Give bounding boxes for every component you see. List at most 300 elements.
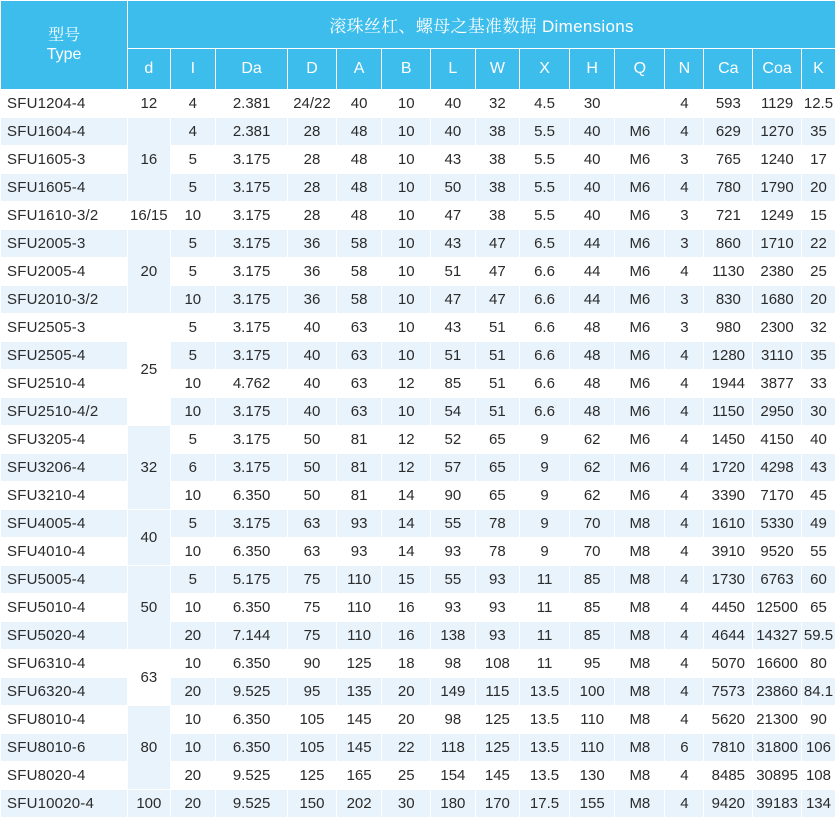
model-cell: SFU2505-4 <box>1 342 128 370</box>
cell-d: 105 <box>288 734 337 762</box>
cell-ca: 4450 <box>704 594 753 622</box>
model-cell: SFU2005-4 <box>1 258 128 286</box>
cell-a: 58 <box>336 230 382 258</box>
table-row <box>1 538 836 566</box>
cell-ca: 1280 <box>704 342 753 370</box>
cell-x: 9 <box>520 510 570 538</box>
column-header-b: B <box>382 49 431 90</box>
cell-k: 12.5 <box>801 90 835 118</box>
cell-n: 4 <box>665 90 704 118</box>
table-row <box>1 650 836 678</box>
cell-n: 4 <box>665 790 704 818</box>
cell-i: 10 <box>170 202 216 230</box>
table-row <box>1 762 836 790</box>
table-row <box>1 678 836 706</box>
cell-l: 43 <box>431 146 476 174</box>
cell-w: 170 <box>475 790 520 818</box>
cell-a: 48 <box>336 146 382 174</box>
cell-coa: 5330 <box>753 510 802 538</box>
cell-w: 65 <box>475 454 520 482</box>
table-row <box>1 202 836 230</box>
cell-d: 36 <box>288 258 337 286</box>
cell-a: 81 <box>336 482 382 510</box>
table-header <box>1 1 836 90</box>
cell-x: 9 <box>520 426 570 454</box>
cell-q: M6 <box>615 286 665 314</box>
cell-i: 10 <box>170 398 216 426</box>
cell-i: 5 <box>170 426 216 454</box>
cell-coa: 12500 <box>753 594 802 622</box>
cell-ca: 765 <box>704 146 753 174</box>
cell-h: 48 <box>569 342 615 370</box>
column-header-coa: Coa <box>753 49 802 90</box>
cell-b: 20 <box>382 678 431 706</box>
cell-k: 134 <box>801 790 835 818</box>
column-header-k: K <box>801 49 835 90</box>
cell-h: 62 <box>569 426 615 454</box>
cell-k: 43 <box>801 454 835 482</box>
model-cell: SFU10020-4 <box>1 790 128 818</box>
cell-i: 5 <box>170 566 216 594</box>
cell-x: 9 <box>520 454 570 482</box>
cell-k: 25 <box>801 258 835 286</box>
cell-i: 10 <box>170 286 216 314</box>
model-cell: SFU4010-4 <box>1 538 128 566</box>
cell-q: M6 <box>615 454 665 482</box>
cell-d: 75 <box>288 622 337 650</box>
model-cell: SFU1610-3/2 <box>1 202 128 230</box>
cell-i: 5 <box>170 510 216 538</box>
column-header-l: L <box>431 49 476 90</box>
model-cell: SFU3206-4 <box>1 454 128 482</box>
cell-b: 10 <box>382 258 431 286</box>
cell-coa: 14327 <box>753 622 802 650</box>
model-cell: SFU2010-3/2 <box>1 286 128 314</box>
cell-b: 14 <box>382 482 431 510</box>
cell-q: M6 <box>615 202 665 230</box>
model-cell: SFU5020-4 <box>1 622 128 650</box>
cell-da: 2.381 <box>216 118 288 146</box>
column-header-x: X <box>520 49 570 90</box>
cell-l: 149 <box>431 678 476 706</box>
cell-k: 59.5 <box>801 622 835 650</box>
model-cell: SFU2510-4/2 <box>1 398 128 426</box>
cell-coa: 1710 <box>753 230 802 258</box>
cell-coa: 31800 <box>753 734 802 762</box>
cell-n: 4 <box>665 594 704 622</box>
cell-x: 9 <box>520 482 570 510</box>
cell-w: 93 <box>475 622 520 650</box>
cell-a: 48 <box>336 118 382 146</box>
cell-n: 4 <box>665 174 704 202</box>
cell-a: 58 <box>336 286 382 314</box>
model-cell: SFU2510-4 <box>1 370 128 398</box>
cell-n: 4 <box>665 482 704 510</box>
cell-coa: 3877 <box>753 370 802 398</box>
cell-coa: 1129 <box>753 90 802 118</box>
cell-k: 49 <box>801 510 835 538</box>
cell-q: M6 <box>615 482 665 510</box>
cell-da: 6.350 <box>216 594 288 622</box>
column-header-d: d <box>128 49 170 90</box>
cell-l: 43 <box>431 230 476 258</box>
cell-a: 110 <box>336 594 382 622</box>
cell-da: 3.175 <box>216 286 288 314</box>
cell-da: 6.350 <box>216 734 288 762</box>
cell-i: 5 <box>170 314 216 342</box>
cell-n: 3 <box>665 146 704 174</box>
column-header-h: H <box>569 49 615 90</box>
cell-ca: 1150 <box>704 398 753 426</box>
cell-q: M8 <box>615 650 665 678</box>
cell-q: M8 <box>615 622 665 650</box>
cell-q: M8 <box>615 678 665 706</box>
cell-h: 44 <box>569 230 615 258</box>
cell-ca: 3390 <box>704 482 753 510</box>
cell-w: 145 <box>475 762 520 790</box>
cell-i: 10 <box>170 706 216 734</box>
cell-b: 20 <box>382 706 431 734</box>
cell-ca: 629 <box>704 118 753 146</box>
type-header-cn: 型号 <box>48 27 81 44</box>
cell-q: M6 <box>615 398 665 426</box>
cell-w: 93 <box>475 594 520 622</box>
cell-coa: 4298 <box>753 454 802 482</box>
cell-q: M6 <box>615 342 665 370</box>
cell-b: 10 <box>382 286 431 314</box>
cell-da: 9.525 <box>216 790 288 818</box>
d-cell: 80 <box>128 706 170 790</box>
cell-b: 22 <box>382 734 431 762</box>
cell-l: 47 <box>431 286 476 314</box>
cell-k: 40 <box>801 426 835 454</box>
cell-x: 6.6 <box>520 286 570 314</box>
cell-l: 98 <box>431 706 476 734</box>
cell-b: 12 <box>382 454 431 482</box>
cell-da: 7.144 <box>216 622 288 650</box>
cell-i: 10 <box>170 482 216 510</box>
cell-l: 57 <box>431 454 476 482</box>
cell-b: 15 <box>382 566 431 594</box>
cell-l: 40 <box>431 90 476 118</box>
table-row <box>1 118 836 146</box>
cell-x: 5.5 <box>520 146 570 174</box>
cell-d: 36 <box>288 286 337 314</box>
model-cell: SFU8020-4 <box>1 762 128 790</box>
cell-d: 50 <box>288 454 337 482</box>
cell-ca: 593 <box>704 90 753 118</box>
cell-k: 55 <box>801 538 835 566</box>
cell-h: 48 <box>569 398 615 426</box>
cell-w: 38 <box>475 174 520 202</box>
cell-x: 13.5 <box>520 706 570 734</box>
cell-q: M6 <box>615 258 665 286</box>
cell-b: 10 <box>382 398 431 426</box>
table-row <box>1 398 836 426</box>
cell-coa: 23860 <box>753 678 802 706</box>
cell-coa: 7170 <box>753 482 802 510</box>
cell-d: 75 <box>288 566 337 594</box>
cell-n: 3 <box>665 230 704 258</box>
cell-a: 48 <box>336 174 382 202</box>
cell-x: 11 <box>520 650 570 678</box>
cell-w: 47 <box>475 258 520 286</box>
cell-i: 20 <box>170 622 216 650</box>
cell-q: M8 <box>615 594 665 622</box>
d-cell: 40 <box>128 510 170 566</box>
cell-coa: 6763 <box>753 566 802 594</box>
cell-ca: 5070 <box>704 650 753 678</box>
cell-a: 58 <box>336 258 382 286</box>
table-row <box>1 230 836 258</box>
cell-q: M6 <box>615 174 665 202</box>
cell-b: 12 <box>382 370 431 398</box>
cell-coa: 1240 <box>753 146 802 174</box>
column-header-d: D <box>288 49 337 90</box>
cell-i: 5 <box>170 230 216 258</box>
model-cell: SFU3205-4 <box>1 426 128 454</box>
cell-x: 11 <box>520 622 570 650</box>
cell-q: M8 <box>615 706 665 734</box>
cell-x: 6.6 <box>520 258 570 286</box>
column-header-a: A <box>336 49 382 90</box>
table-body <box>1 90 836 818</box>
column-header-q: Q <box>615 49 665 90</box>
cell-da: 3.175 <box>216 202 288 230</box>
cell-i: 10 <box>170 370 216 398</box>
cell-q: M6 <box>615 118 665 146</box>
cell-d: 36 <box>288 230 337 258</box>
cell-d: 63 <box>288 538 337 566</box>
d-cell: 25 <box>128 314 170 426</box>
cell-i: 20 <box>170 790 216 818</box>
cell-n: 4 <box>665 342 704 370</box>
cell-a: 135 <box>336 678 382 706</box>
cell-n: 4 <box>665 118 704 146</box>
table-row <box>1 286 836 314</box>
cell-a: 93 <box>336 538 382 566</box>
cell-b: 10 <box>382 90 431 118</box>
cell-da: 9.525 <box>216 762 288 790</box>
cell-w: 108 <box>475 650 520 678</box>
cell-w: 47 <box>475 230 520 258</box>
cell-n: 4 <box>665 258 704 286</box>
model-cell: SFU8010-6 <box>1 734 128 762</box>
cell-coa: 9520 <box>753 538 802 566</box>
cell-w: 38 <box>475 118 520 146</box>
cell-l: 43 <box>431 314 476 342</box>
cell-b: 10 <box>382 230 431 258</box>
cell-h: 70 <box>569 538 615 566</box>
cell-a: 81 <box>336 454 382 482</box>
cell-a: 63 <box>336 314 382 342</box>
cell-a: 202 <box>336 790 382 818</box>
cell-q: M6 <box>615 426 665 454</box>
cell-a: 63 <box>336 342 382 370</box>
cell-k: 80 <box>801 650 835 678</box>
model-cell: SFU4005-4 <box>1 510 128 538</box>
cell-l: 51 <box>431 342 476 370</box>
cell-n: 3 <box>665 202 704 230</box>
type-header <box>1 1 128 90</box>
cell-b: 14 <box>382 510 431 538</box>
cell-k: 30 <box>801 398 835 426</box>
cell-h: 48 <box>569 370 615 398</box>
cell-w: 32 <box>475 90 520 118</box>
cell-da: 3.175 <box>216 314 288 342</box>
cell-d: 40 <box>288 398 337 426</box>
d-cell: 16 <box>128 118 170 202</box>
cell-d: 75 <box>288 594 337 622</box>
cell-k: 60 <box>801 566 835 594</box>
cell-ca: 8485 <box>704 762 753 790</box>
model-cell: SFU2505-3 <box>1 314 128 342</box>
cell-l: 55 <box>431 510 476 538</box>
d-cell: 50 <box>128 566 170 650</box>
table-row <box>1 594 836 622</box>
cell-da: 9.525 <box>216 678 288 706</box>
cell-n: 6 <box>665 734 704 762</box>
cell-l: 98 <box>431 650 476 678</box>
d-cell: 32 <box>128 426 170 510</box>
cell-w: 38 <box>475 146 520 174</box>
cell-n: 3 <box>665 314 704 342</box>
cell-da: 3.175 <box>216 258 288 286</box>
cell-h: 100 <box>569 678 615 706</box>
cell-n: 4 <box>665 510 704 538</box>
model-cell: SFU6320-4 <box>1 678 128 706</box>
cell-n: 4 <box>665 426 704 454</box>
cell-a: 165 <box>336 762 382 790</box>
cell-l: 93 <box>431 538 476 566</box>
column-header-da: Da <box>216 49 288 90</box>
column-header-n: N <box>665 49 704 90</box>
cell-l: 52 <box>431 426 476 454</box>
cell-i: 5 <box>170 146 216 174</box>
cell-k: 108 <box>801 762 835 790</box>
table-row <box>1 706 836 734</box>
cell-a: 40 <box>336 90 382 118</box>
cell-d: 40 <box>288 370 337 398</box>
cell-l: 138 <box>431 622 476 650</box>
cell-w: 51 <box>475 398 520 426</box>
cell-h: 85 <box>569 594 615 622</box>
cell-b: 25 <box>382 762 431 790</box>
cell-ca: 980 <box>704 314 753 342</box>
cell-w: 38 <box>475 202 520 230</box>
cell-b: 10 <box>382 146 431 174</box>
cell-ca: 1720 <box>704 454 753 482</box>
cell-h: 44 <box>569 258 615 286</box>
cell-k: 20 <box>801 286 835 314</box>
cell-q: M8 <box>615 510 665 538</box>
cell-h: 30 <box>569 90 615 118</box>
column-header-i: I <box>170 49 216 90</box>
cell-a: 110 <box>336 566 382 594</box>
cell-a: 110 <box>336 622 382 650</box>
cell-a: 93 <box>336 510 382 538</box>
table-row <box>1 146 836 174</box>
cell-h: 85 <box>569 566 615 594</box>
cell-x: 11 <box>520 594 570 622</box>
cell-l: 85 <box>431 370 476 398</box>
cell-h: 110 <box>569 734 615 762</box>
cell-a: 125 <box>336 650 382 678</box>
cell-ca: 4644 <box>704 622 753 650</box>
cell-d: 28 <box>288 174 337 202</box>
cell-i: 5 <box>170 258 216 286</box>
cell-coa: 2950 <box>753 398 802 426</box>
cell-coa: 2380 <box>753 258 802 286</box>
cell-k: 35 <box>801 342 835 370</box>
cell-d: 90 <box>288 650 337 678</box>
cell-ca: 7573 <box>704 678 753 706</box>
cell-x: 5.5 <box>520 202 570 230</box>
cell-h: 40 <box>569 118 615 146</box>
cell-q: M8 <box>615 734 665 762</box>
cell-h: 70 <box>569 510 615 538</box>
cell-h: 40 <box>569 174 615 202</box>
cell-coa: 30895 <box>753 762 802 790</box>
cell-da: 3.175 <box>216 174 288 202</box>
cell-da: 6.350 <box>216 706 288 734</box>
cell-w: 65 <box>475 426 520 454</box>
cell-d: 40 <box>288 342 337 370</box>
cell-q: M6 <box>615 370 665 398</box>
cell-x: 4.5 <box>520 90 570 118</box>
cell-coa: 3110 <box>753 342 802 370</box>
cell-x: 11 <box>520 566 570 594</box>
cell-b: 18 <box>382 650 431 678</box>
cell-w: 51 <box>475 370 520 398</box>
cell-coa: 1249 <box>753 202 802 230</box>
cell-w: 125 <box>475 734 520 762</box>
cell-l: 47 <box>431 202 476 230</box>
cell-l: 50 <box>431 174 476 202</box>
cell-i: 4 <box>170 90 216 118</box>
cell-a: 145 <box>336 734 382 762</box>
cell-l: 54 <box>431 398 476 426</box>
d-cell: 16/15 <box>128 202 170 230</box>
cell-n: 3 <box>665 286 704 314</box>
cell-h: 85 <box>569 622 615 650</box>
cell-a: 81 <box>336 426 382 454</box>
cell-da: 6.350 <box>216 650 288 678</box>
table-row <box>1 370 836 398</box>
cell-da: 3.175 <box>216 454 288 482</box>
cell-d: 150 <box>288 790 337 818</box>
cell-i: 10 <box>170 594 216 622</box>
cell-w: 115 <box>475 678 520 706</box>
cell-b: 16 <box>382 594 431 622</box>
cell-da: 2.381 <box>216 90 288 118</box>
cell-a: 63 <box>336 398 382 426</box>
model-cell: SFU2005-3 <box>1 230 128 258</box>
table-row <box>1 454 836 482</box>
cell-da: 6.350 <box>216 538 288 566</box>
table-row <box>1 174 836 202</box>
cell-ca: 1130 <box>704 258 753 286</box>
cell-ca: 9420 <box>704 790 753 818</box>
cell-l: 118 <box>431 734 476 762</box>
cell-x: 13.5 <box>520 678 570 706</box>
cell-q: M6 <box>615 230 665 258</box>
cell-coa: 21300 <box>753 706 802 734</box>
cell-ca: 860 <box>704 230 753 258</box>
cell-d: 50 <box>288 482 337 510</box>
cell-h: 62 <box>569 454 615 482</box>
cell-b: 10 <box>382 314 431 342</box>
